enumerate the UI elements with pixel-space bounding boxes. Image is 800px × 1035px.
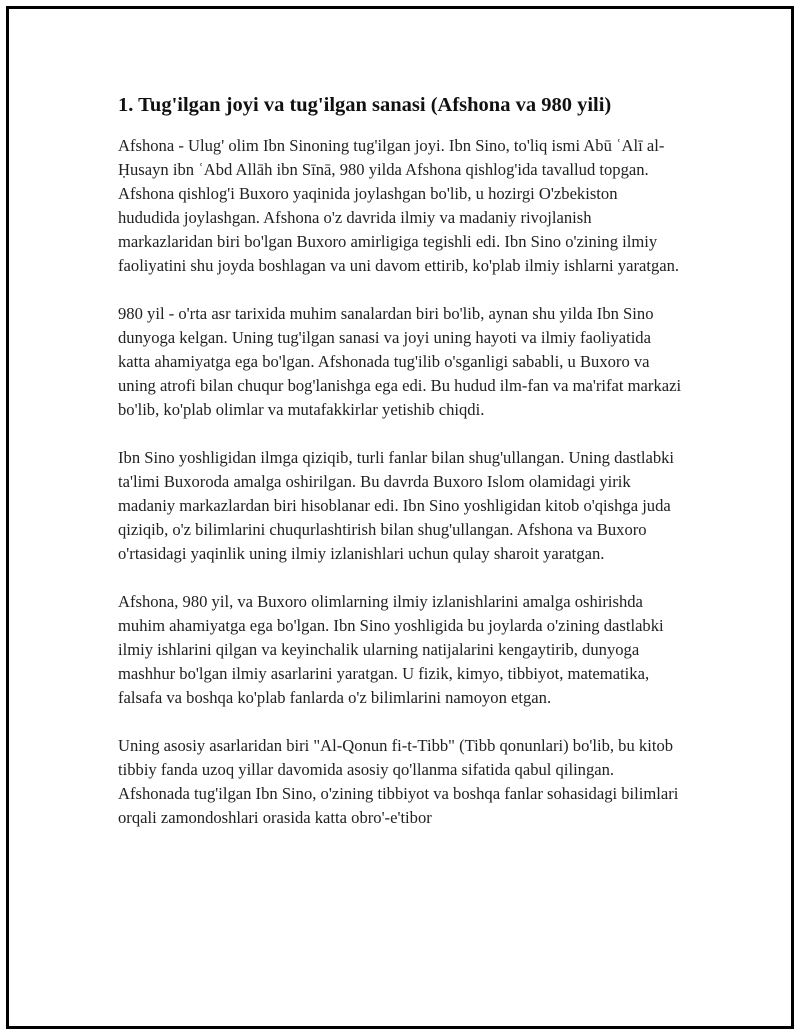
paragraph-education: Ibn Sino yoshligidan ilmga qiziqib, turli fanlar bilan shug'ullangan. Uning dastlabki ta'limi Buxoroda amalga oshirilgan. Bu davrda Buxoro Islom olamidagi yirik madaniy markazlardan biri hisoblanar edi. Ibn Sino yoshligidan kitob o'qishga juda qiziqib, o'z bilimlarini chuqurlashtirish bilan shug'ullangan. Afshona va Buxoro o'rtasidagi yaqinlik uning ilmiy izlanishlari uchun qulay sharoit yaratgan. (118, 448, 675, 563)
paragraph-canon-of-medicine: Uning asosiy asarlaridan biri "Al-Qonun fi-t-Tibb" (Tibb qonunlari) bo'lib, bu kitob tibbiy fanda uzoq yillar davomida asosiy qo'llanma sifatida qabul qilingan. Afshonada tug'ilgan Ibn Sino, o'zining tibbiyot va boshqa fanlar sohasidagi bilimlari orqali zamondoshlari orasida katta obro'-e'tibor (118, 736, 679, 827)
paragraph-980-year: 980 yil - o'rta asr tarixida muhim sanalardan biri bo'lib, aynan shu yilda Ibn Sino dunyoga kelgan. Uning tug'ilgan sanasi va joyi uning hayoti va ilmiy faoliyatida katta ahamiyatga ega bo'lgan. Afshonada tug'ilib o'sganligi sababli, u Buxoro va uning atrofi bilan chuqur bog'lanishga ega edi. Bu hudud ilm-fan va ma'rifat markazi bo'lib, ko'plab olimlar va mutafakkirlar yetishib chiqdi. (118, 304, 682, 419)
document-body (118, 90, 683, 854)
section-heading: 1. Tug'ilgan joyi va tug'ilgan sanasi (Afshona va 980 yili) (118, 94, 612, 116)
paragraph-afshona: Afshona - Ulug' olim Ibn Sinoning tug'ilgan joyi. Ibn Sino, to'liq ismi Abū ʿAlī al-Ḥusayn ibn ʿAbd Allāh ibn Sīnā, 980 yilda Afshona qishlog'ida tavallud topgan. Afshona qishlog'i Buxoro yaqinida joylashgan bo'lib, u hozirgi O'zbekiston hududida joylashgan. Afshona o'z davrida ilmiy va madaniy rivojlanish markazlaridan biri bo'lgan Buxoro amirligiga tegishli edi. Ibn Sino o'zining ilmiy faoliyatini shu joyda boshlagan va uni davom ettirib, ko'plab ilmiy ishlarni yaratgan. (118, 136, 680, 275)
paragraph-research: Afshona, 980 yil, va Buxoro olimlarning ilmiy izlanishlarini amalga oshirishda muhim ahamiyatga ega bo'lgan. Ibn Sino yoshligida bu joylarda o'zining dastlabki ilmiy ishlarini qilgan va keyinchalik ularning natijalarini kengaytirib, dunyoga mashhur bo'lgan ilmiy asarlarini yaratgan. U fizik, kimyo, tibbiyot, matematika, falsafa va boshqa ko'plab fanlarda o'z bilimlarini namoyon etgan. (118, 592, 664, 707)
